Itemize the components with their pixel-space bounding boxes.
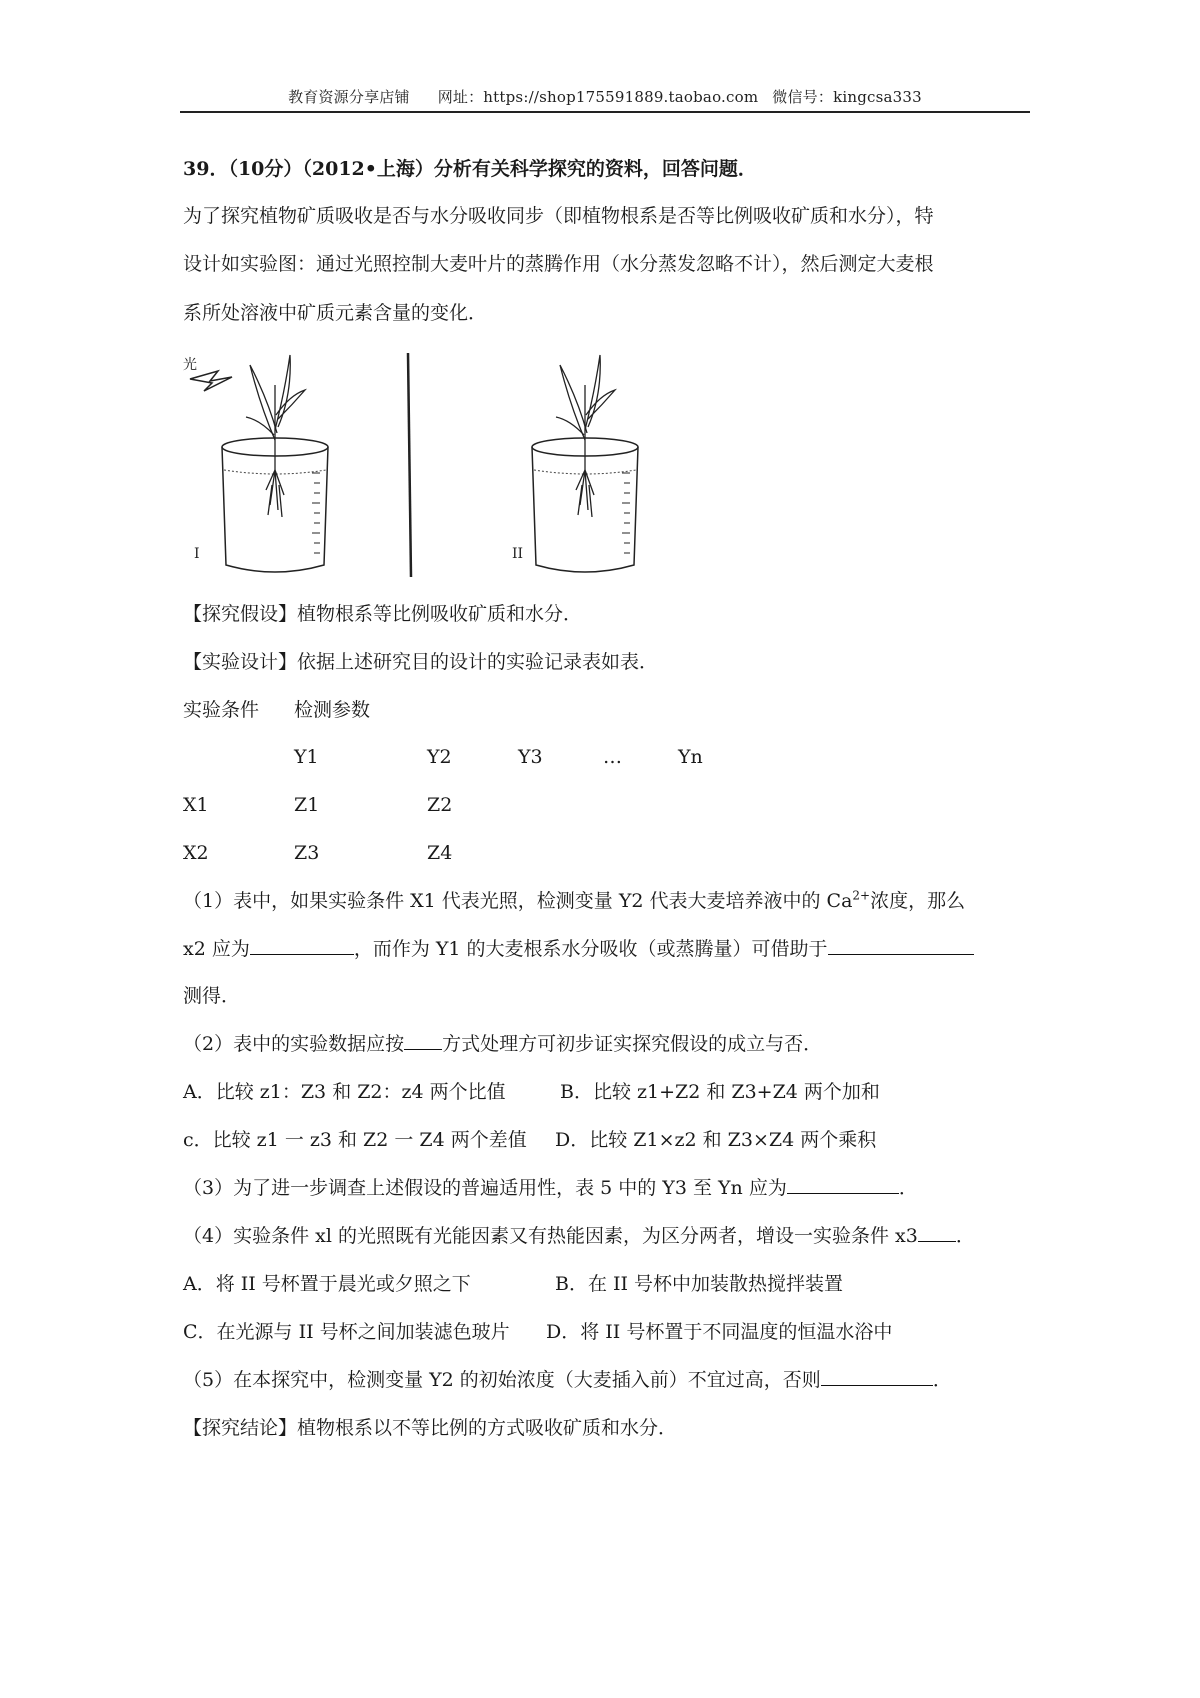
q5-blank[interactable]	[821, 1367, 933, 1386]
cup-1-label: I	[194, 546, 200, 562]
cup-2-label: II	[512, 546, 524, 562]
header-rule	[180, 111, 1030, 113]
intro-line-2: 设计如实验图：通过光照控制大麦叶片的蒸腾作用（水分蒸发忽略不计），然后测定大麦根	[183, 253, 934, 275]
table-y-header: Y2	[427, 746, 452, 768]
shop-name: 教育资源分享店铺	[288, 88, 410, 106]
light-label: 光	[183, 357, 197, 373]
table-y-header: Y3	[518, 746, 543, 768]
q3-stem-b: ．	[898, 1177, 918, 1199]
table-header-params: 检测参数	[294, 699, 371, 721]
q5-stem-b: ．	[932, 1369, 952, 1391]
table-y-header: Yn	[678, 746, 703, 768]
q1-line-3: 测得．	[183, 985, 241, 1007]
table-header-condition: 实验条件	[183, 699, 260, 721]
q2-stem-a: （2）表中的实验数据应按	[183, 1033, 405, 1055]
q3-stem-a: （3）为了进一步调查上述假设的普遍适用性，表 5 中的 Y3 至 Yn 应为	[183, 1177, 787, 1199]
table-y-header: …	[603, 746, 622, 768]
q2-option-c: c．比较 z1 一 z3 和 Z2 一 Z4 两个差值	[183, 1129, 527, 1151]
q4-stem	[183, 1223, 975, 1249]
url-value: https://shop175591889.taobao.com	[483, 88, 759, 106]
hypothesis: 【探究假设】植物根系等比例吸收矿质和水分．	[183, 603, 583, 625]
wechat-value: kingcsa333	[833, 88, 922, 106]
cup-1	[194, 355, 328, 572]
q1-blank-2[interactable]	[828, 936, 974, 955]
q4-stem-b: ．	[955, 1225, 975, 1247]
intro-line-3: 系所处溶液中矿质元素含量的变化．	[183, 302, 488, 324]
table-cell: Z2	[427, 794, 453, 816]
q4-stem-a: （4）实验条件 xl 的光照既有光能因素又有热能因素，为区分两者，增设一实验条件 x3	[183, 1225, 918, 1247]
q1-blank-1[interactable]	[250, 936, 354, 955]
shop-url	[438, 88, 759, 106]
url-label: 网址：	[437, 88, 484, 106]
q4-option-d: D．将 II 号杯置于不同温度的恒温水浴中	[546, 1321, 893, 1343]
q5-stem-a: （5）在本探究中，检测变量 Y2 的初始浓度（大麦插入前）不宜过高，否则	[183, 1369, 821, 1391]
q1-line2-a: x2 应为	[183, 938, 250, 960]
q2-option-a: A．比较 z1：Z3 和 Z2：z4 两个比值	[183, 1081, 506, 1103]
q1-line-1	[183, 888, 965, 914]
cup-2	[512, 355, 638, 572]
q2-blank[interactable]	[404, 1031, 442, 1050]
table-row-label: X1	[183, 794, 209, 816]
light-bolt-icon	[190, 371, 232, 391]
q3-blank[interactable]	[787, 1175, 899, 1194]
q5-stem	[183, 1367, 952, 1393]
intro-line-1: 为了探究植物矿质吸收是否与水分吸收同步（即植物根系是否等比例吸收矿质和水分），特	[183, 205, 934, 227]
table-cell: Z1	[294, 794, 320, 816]
q4-option-a: A．将 II 号杯置于晨光或夕照之下	[183, 1273, 471, 1295]
question-title: 39．（10分）（2012•上海）分析有关科学探究的资料，回答问题．	[183, 158, 757, 180]
figure-divider	[408, 353, 411, 577]
q2-option-d: D．比较 Z1×z2 和 Z3×Z4 两个乘积	[555, 1129, 877, 1151]
q4-option-b: B．在 II 号杯中加装散热搅拌装置	[555, 1273, 844, 1295]
wechat-label: 微信号：	[772, 88, 834, 106]
table-cell: Z4	[427, 842, 453, 864]
page-header	[180, 86, 1030, 107]
table-cell: Z3	[294, 842, 320, 864]
q1-superscript: 2+	[852, 888, 871, 903]
table-row-label: X2	[183, 842, 209, 864]
q3-stem	[183, 1175, 918, 1201]
q1-text-b: 浓度，那么	[870, 890, 966, 912]
experiment-figure	[180, 345, 820, 585]
q2-stem-b: 方式处理方可初步证实探究假设的成立与否．	[442, 1033, 823, 1055]
q1-text-a: （1）表中，如果实验条件 X1 代表光照，检测变量 Y2 代表大麦培养液中的 Ca	[183, 890, 853, 912]
wechat	[772, 88, 922, 106]
q4-blank[interactable]	[918, 1223, 956, 1242]
table-y-header: Y1	[294, 746, 319, 768]
q1-line2-b: ，而作为 Y1 的大麦根系水分吸收（或蒸腾量）可借助于	[353, 938, 828, 960]
q2-stem	[183, 1031, 822, 1057]
q1-line-2	[183, 936, 974, 962]
q2-option-b: B．比较 z1+Z2 和 Z3+Z4 两个加和	[560, 1081, 880, 1103]
q4-option-c: C．在光源与 II 号杯之间加装滤色玻片	[183, 1321, 510, 1343]
conclusion: 【探究结论】植物根系以不等比例的方式吸收矿质和水分．	[183, 1417, 678, 1439]
design: 【实验设计】依据上述研究目的设计的实验记录表如表．	[183, 651, 659, 673]
